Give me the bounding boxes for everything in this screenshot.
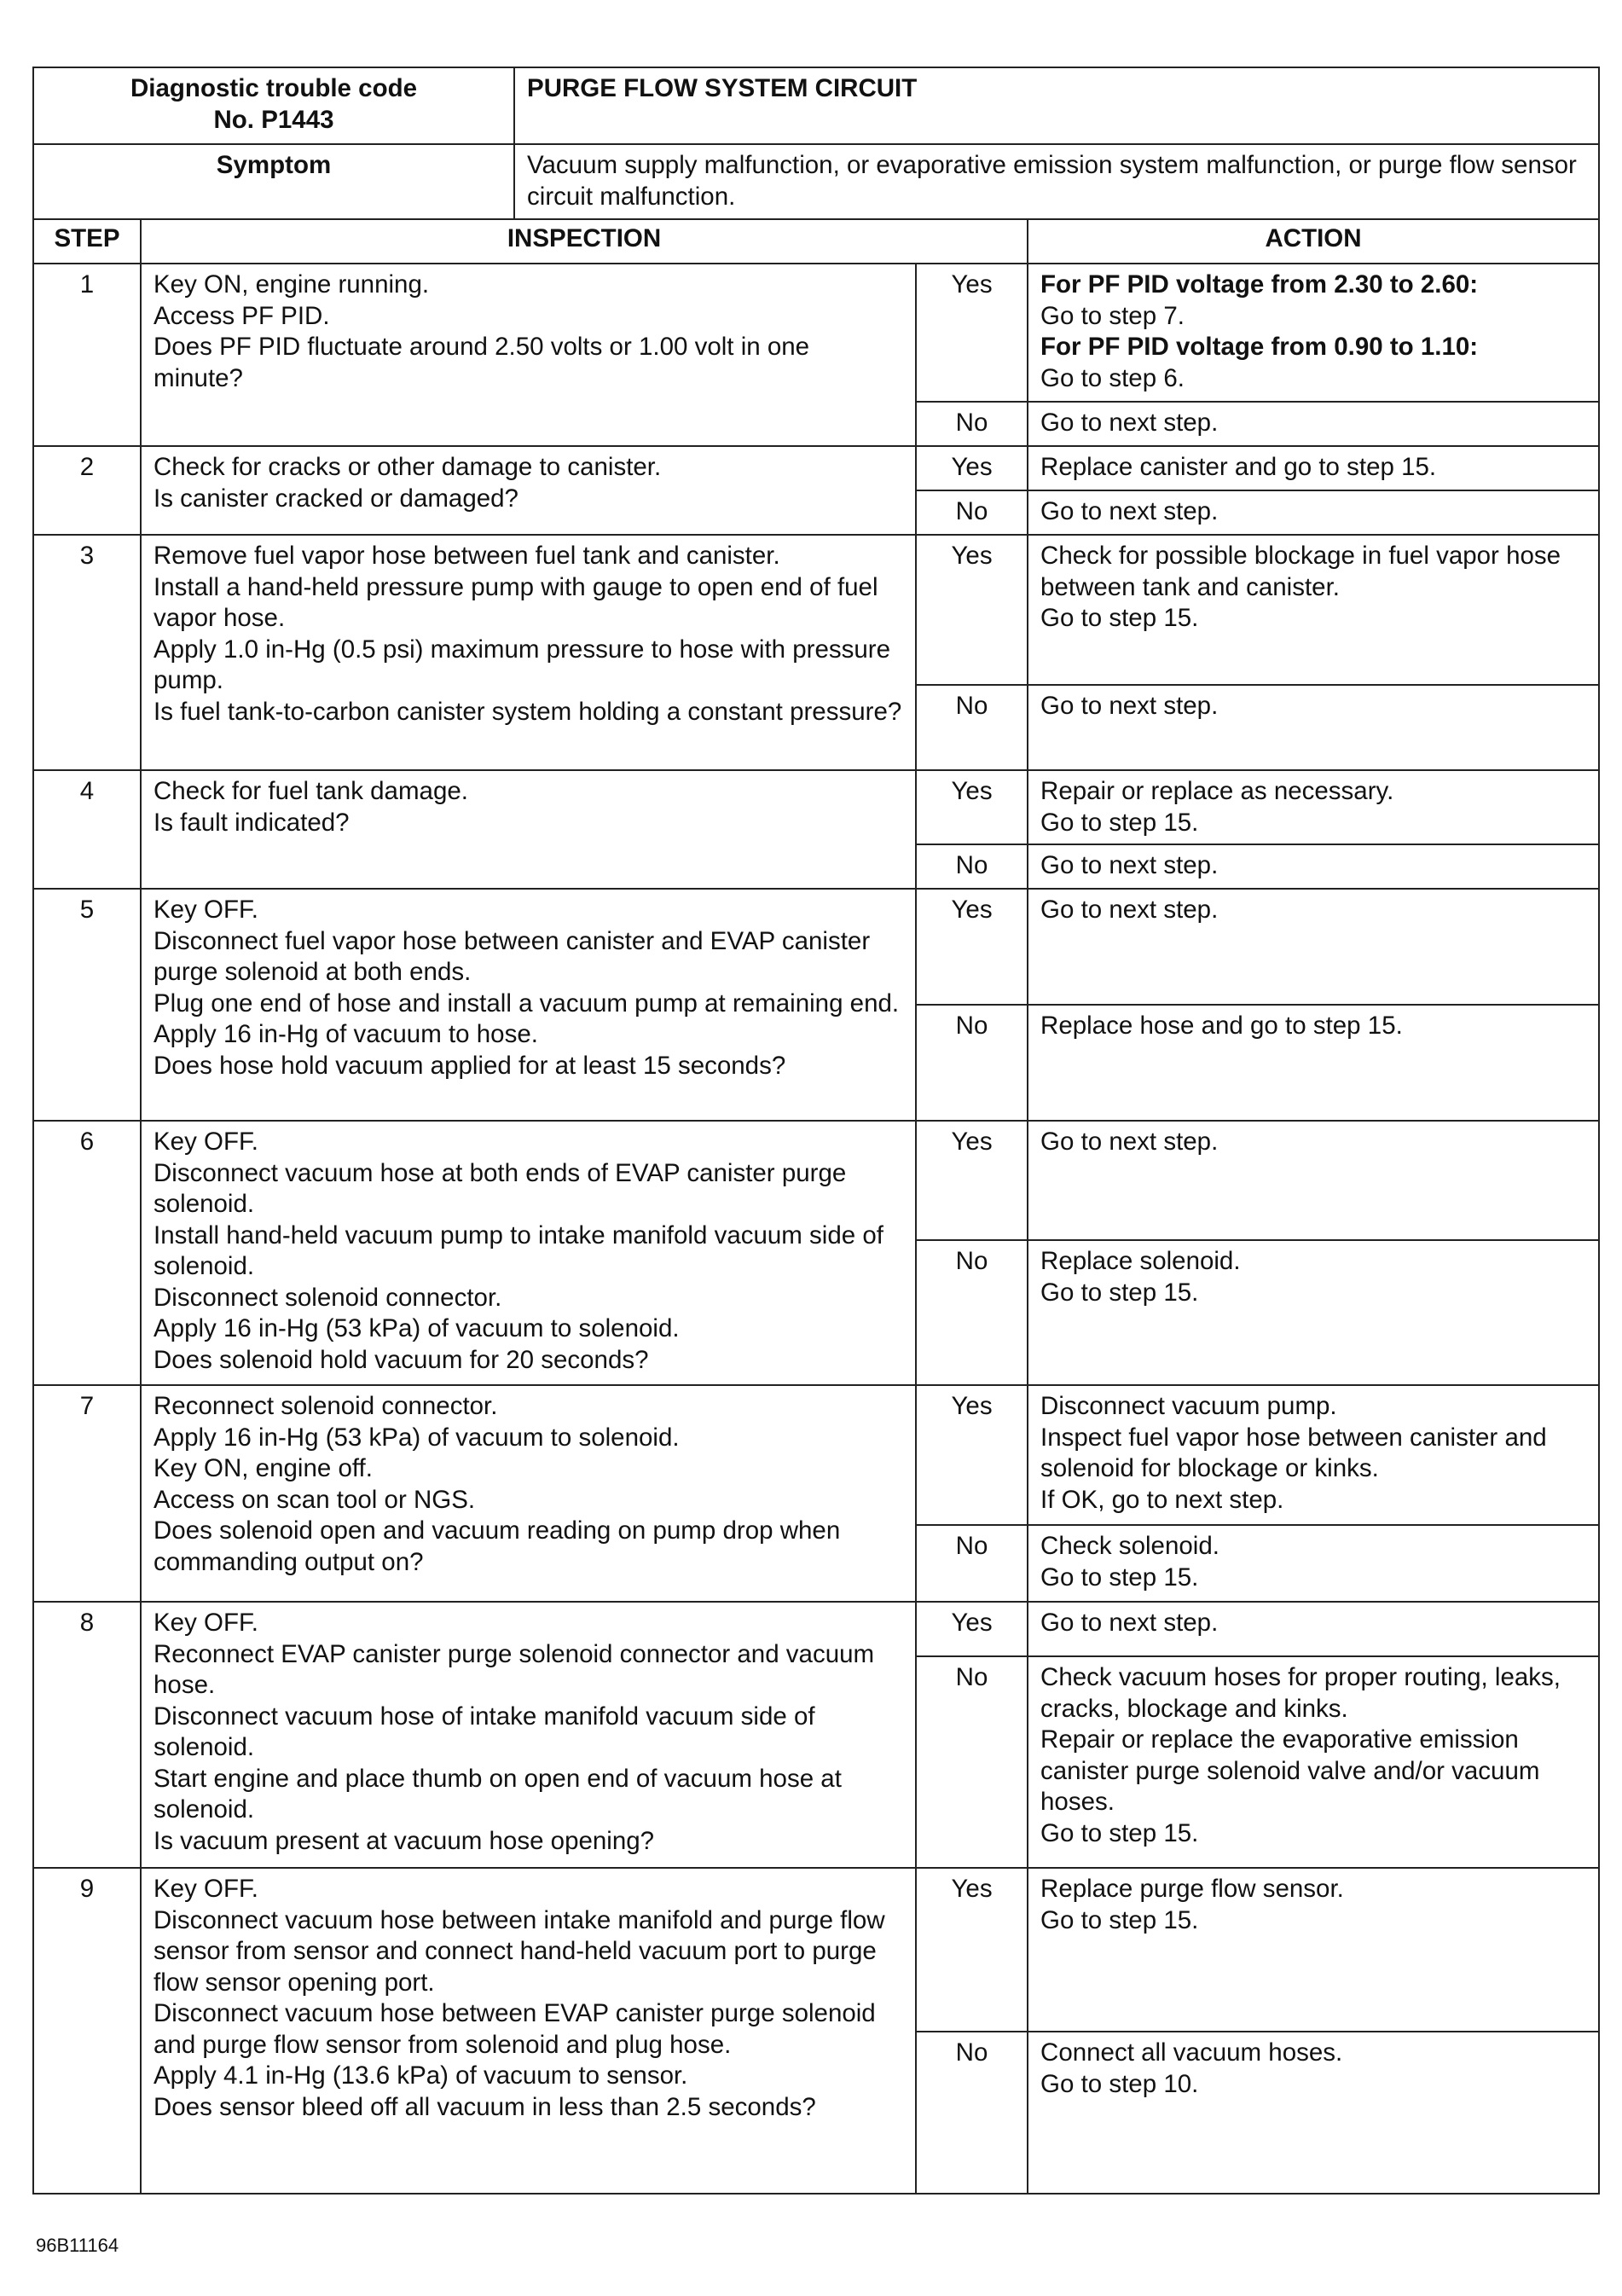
inspection-cell (141, 446, 916, 535)
yes-label: Yes (916, 1121, 1028, 1240)
no-action-cell (1028, 685, 1599, 770)
no-action-cell (1028, 1525, 1599, 1602)
inspection-line: Is canister cracked or damaged? (154, 484, 518, 513)
symptom-row (33, 144, 1599, 219)
step-number: 9 (33, 1868, 141, 2194)
diagnostic-table (32, 67, 1600, 2195)
yes-action-cell (1028, 1385, 1599, 1525)
inspection-line: Reconnect solenoid connector. (154, 1392, 498, 1420)
no-action-cell (1028, 1656, 1599, 1868)
inspection-line: Install hand-held vacuum pump to intake manifold vacuum side of solenoid. (154, 1220, 883, 1280)
action-line: Go to step 10. (1040, 2069, 1199, 2098)
no-label: No (916, 402, 1028, 446)
inspection-cell (141, 264, 916, 446)
symptom-label: Symptom (33, 144, 514, 219)
inspection-cell (141, 1121, 916, 1385)
no-label: No (916, 1240, 1028, 1385)
yes-label: Yes (916, 264, 1028, 402)
no-action-cell (1028, 1240, 1599, 1385)
inspection-line: Key OFF. (154, 1875, 258, 1903)
inspection-line: Does sensor bleed off all vacuum in less than 2.5 seconds? (154, 2092, 816, 2121)
yes-action-cell (1028, 1602, 1599, 1656)
inspection-line: Disconnect solenoid connector. (154, 1283, 502, 1312)
inspection-line: Disconnect vacuum hose at both ends of EVAP canister purge solenoid. (154, 1158, 847, 1218)
step-row-yes (33, 1385, 1599, 1525)
inspection-line: Reconnect EVAP canister purge solenoid connector and vacuum hose. (154, 1639, 875, 1699)
column-header-row (33, 219, 1599, 264)
inspection-line: Apply 16 in-Hg (53 kPa) of vacuum to solenoid. (154, 1314, 680, 1342)
action-line: Replace canister and go to step 15. (1040, 453, 1437, 481)
inspection-line: Does hose hold vacuum applied for at least 15 seconds? (154, 1051, 786, 1080)
step-number: 3 (33, 535, 141, 770)
inspection-line: Does solenoid hold vacuum for 20 seconds? (154, 1345, 649, 1374)
step-row-yes (33, 446, 1599, 490)
inspection-line: Check for cracks or other damage to canister. (154, 453, 662, 481)
inspection-line: Install a hand-held pressure pump with gauge to open end of fuel vapor hose. (154, 572, 878, 632)
dtc-row (33, 67, 1599, 144)
step-row-yes (33, 1121, 1599, 1240)
step-row-yes (33, 1602, 1599, 1656)
no-label: No (916, 685, 1028, 770)
action-line: For PF PID voltage from 0.90 to 1.10: (1040, 333, 1479, 361)
no-label: No (916, 1656, 1028, 1868)
action-line: Check for possible blockage in fuel vapor hose between tank and canister. (1040, 542, 1561, 601)
no-label: No (916, 2032, 1028, 2194)
action-line: Go to next step. (1040, 1128, 1219, 1156)
inspection-cell (141, 770, 916, 889)
action-line: Go to step 15. (1040, 1563, 1199, 1592)
action-line: Go to step 15. (1040, 1818, 1199, 1847)
step-row-yes (33, 1868, 1599, 2032)
action-line: Go to step 6. (1040, 363, 1185, 392)
diagnostic-table-page (32, 67, 1598, 2256)
inspection-line: Apply 16 in-Hg of vacuum to hose. (154, 1020, 538, 1048)
yes-action-cell (1028, 446, 1599, 490)
figure-code: 96B11164 (36, 2235, 119, 2256)
step-row-yes (33, 770, 1599, 844)
inspection-line: Is fault indicated? (154, 808, 350, 837)
yes-label: Yes (916, 1602, 1028, 1656)
step-row-yes (33, 889, 1599, 1005)
no-action-cell (1028, 490, 1599, 535)
step-number: 2 (33, 446, 141, 535)
yes-action-cell (1028, 264, 1599, 402)
action-line: Go to next step. (1040, 497, 1219, 525)
inspection-line: Does PF PID fluctuate around 2.50 volts or 1.00 volt in one minute? (154, 333, 810, 392)
action-line: Replace solenoid. (1040, 1247, 1241, 1275)
yes-label: Yes (916, 889, 1028, 1005)
inspection-line: Disconnect vacuum hose between intake manifold and purge flow sensor from sensor and connect hand-held vacuum port to purge flow sensor opening port. (154, 1905, 885, 1997)
inspection-cell (141, 1385, 916, 1602)
inspection-line: Is fuel tank-to-carbon canister system holding a constant pressure? (154, 697, 902, 726)
step-row-yes (33, 264, 1599, 402)
action-column-header: ACTION (1028, 219, 1599, 264)
step-row-yes (33, 535, 1599, 685)
inspection-line: Key OFF. (154, 896, 258, 924)
no-label: No (916, 1525, 1028, 1602)
inspection-line: Access on scan tool or NGS. (154, 1485, 476, 1514)
action-line: Connect all vacuum hoses. (1040, 2038, 1343, 2067)
inspection-line: Access PF PID. (154, 301, 330, 330)
yes-label: Yes (916, 1868, 1028, 2032)
inspection-line: Plug one end of hose and install a vacuum pump at remaining end. (154, 989, 900, 1018)
inspection-line: Apply 1.0 in-Hg (0.5 psi) maximum pressure to hose with pressure pump. (154, 635, 891, 694)
yes-action-cell (1028, 1121, 1599, 1240)
dtc-label-cell (33, 67, 514, 144)
inspection-cell (141, 889, 916, 1121)
no-action-cell (1028, 1005, 1599, 1121)
action-line: Go to next step. (1040, 409, 1219, 437)
action-line: Repair or replace the evaporative emission canister purge solenoid valve and/or vacuum hoses. (1040, 1725, 1540, 1816)
inspection-line: Check for fuel tank damage. (154, 777, 468, 805)
inspection-column-header: INSPECTION (141, 219, 1028, 264)
action-line: Inspect fuel vapor hose between canister and solenoid for blockage or kinks. (1040, 1423, 1547, 1482)
step-column-header: STEP (33, 219, 141, 264)
inspection-line: Remove fuel vapor hose between fuel tank and canister. (154, 542, 780, 570)
action-line: Replace hose and go to step 15. (1040, 1012, 1403, 1040)
step-number: 8 (33, 1602, 141, 1868)
step-number: 1 (33, 264, 141, 446)
yes-action-cell (1028, 770, 1599, 844)
action-line: Go to next step. (1040, 1609, 1219, 1637)
action-line: Repair or replace as necessary. (1040, 777, 1394, 805)
yes-label: Yes (916, 770, 1028, 844)
inspection-line: Does solenoid open and vacuum reading on pump drop when commanding output on? (154, 1516, 841, 1576)
no-label: No (916, 1005, 1028, 1121)
no-label: No (916, 490, 1028, 535)
inspection-line: Apply 4.1 in-Hg (13.6 kPa) of vacuum to sensor. (154, 2061, 688, 2090)
no-action-cell (1028, 2032, 1599, 2194)
action-line: Go to next step. (1040, 851, 1219, 879)
step-number: 7 (33, 1385, 141, 1602)
inspection-line: Key ON, engine running. (154, 270, 430, 299)
step-number: 5 (33, 889, 141, 1121)
inspection-line: Key OFF. (154, 1128, 258, 1156)
step-number: 6 (33, 1121, 141, 1385)
action-line: Go to step 15. (1040, 808, 1199, 837)
inspection-line: Key OFF. (154, 1609, 258, 1637)
action-line: Check solenoid. (1040, 1532, 1219, 1560)
action-line: If OK, go to next step. (1040, 1485, 1284, 1514)
dtc-title: PURGE FLOW SYSTEM CIRCUIT (514, 67, 1599, 144)
action-line: Go to step 15. (1040, 1278, 1199, 1307)
yes-action-cell (1028, 889, 1599, 1005)
inspection-cell (141, 535, 916, 770)
action-line: Check vacuum hoses for proper routing, leaks, cracks, blockage and kinks. (1040, 1663, 1561, 1723)
action-line: Disconnect vacuum pump. (1040, 1392, 1337, 1420)
step-number: 4 (33, 770, 141, 889)
action-line: Replace purge flow sensor. (1040, 1875, 1344, 1903)
dtc-label-line-1: Diagnostic trouble code (130, 74, 418, 102)
inspection-line: Start engine and place thumb on open end of vacuum hose at solenoid. (154, 1764, 842, 1823)
yes-action-cell (1028, 535, 1599, 685)
no-action-cell (1028, 844, 1599, 889)
inspection-line: Disconnect vacuum hose of intake manifold vacuum side of solenoid. (154, 1702, 815, 1761)
yes-label: Yes (916, 446, 1028, 490)
inspection-line: Disconnect fuel vapor hose between canister and EVAP canister purge solenoid at both ends. (154, 926, 871, 986)
yes-label: Yes (916, 535, 1028, 685)
dtc-label-line-2: No. P1443 (213, 105, 334, 134)
symptom-text: Vacuum supply malfunction, or evaporative emission system malfunction, or purge flow sensor circuit malfunction. (514, 144, 1599, 219)
action-line: Go to step 15. (1040, 604, 1199, 632)
yes-label: Yes (916, 1385, 1028, 1525)
no-label: No (916, 844, 1028, 889)
action-line: Go to next step. (1040, 692, 1219, 720)
inspection-line: Is vacuum present at vacuum hose opening? (154, 1826, 655, 1855)
inspection-line: Apply 16 in-Hg (53 kPa) of vacuum to solenoid. (154, 1423, 680, 1452)
action-line: Go to step 7. (1040, 301, 1185, 330)
inspection-line: Key ON, engine off. (154, 1454, 373, 1482)
action-line: Go to next step. (1040, 896, 1219, 924)
inspection-cell (141, 1602, 916, 1868)
action-line: For PF PID voltage from 2.30 to 2.60: (1040, 270, 1479, 299)
inspection-cell (141, 1868, 916, 2194)
yes-action-cell (1028, 1868, 1599, 2032)
inspection-line: Disconnect vacuum hose between EVAP canister purge solenoid and purge flow sensor from solenoid and plug hose. (154, 1999, 876, 2059)
no-action-cell (1028, 402, 1599, 446)
action-line: Go to step 15. (1040, 1905, 1199, 1934)
